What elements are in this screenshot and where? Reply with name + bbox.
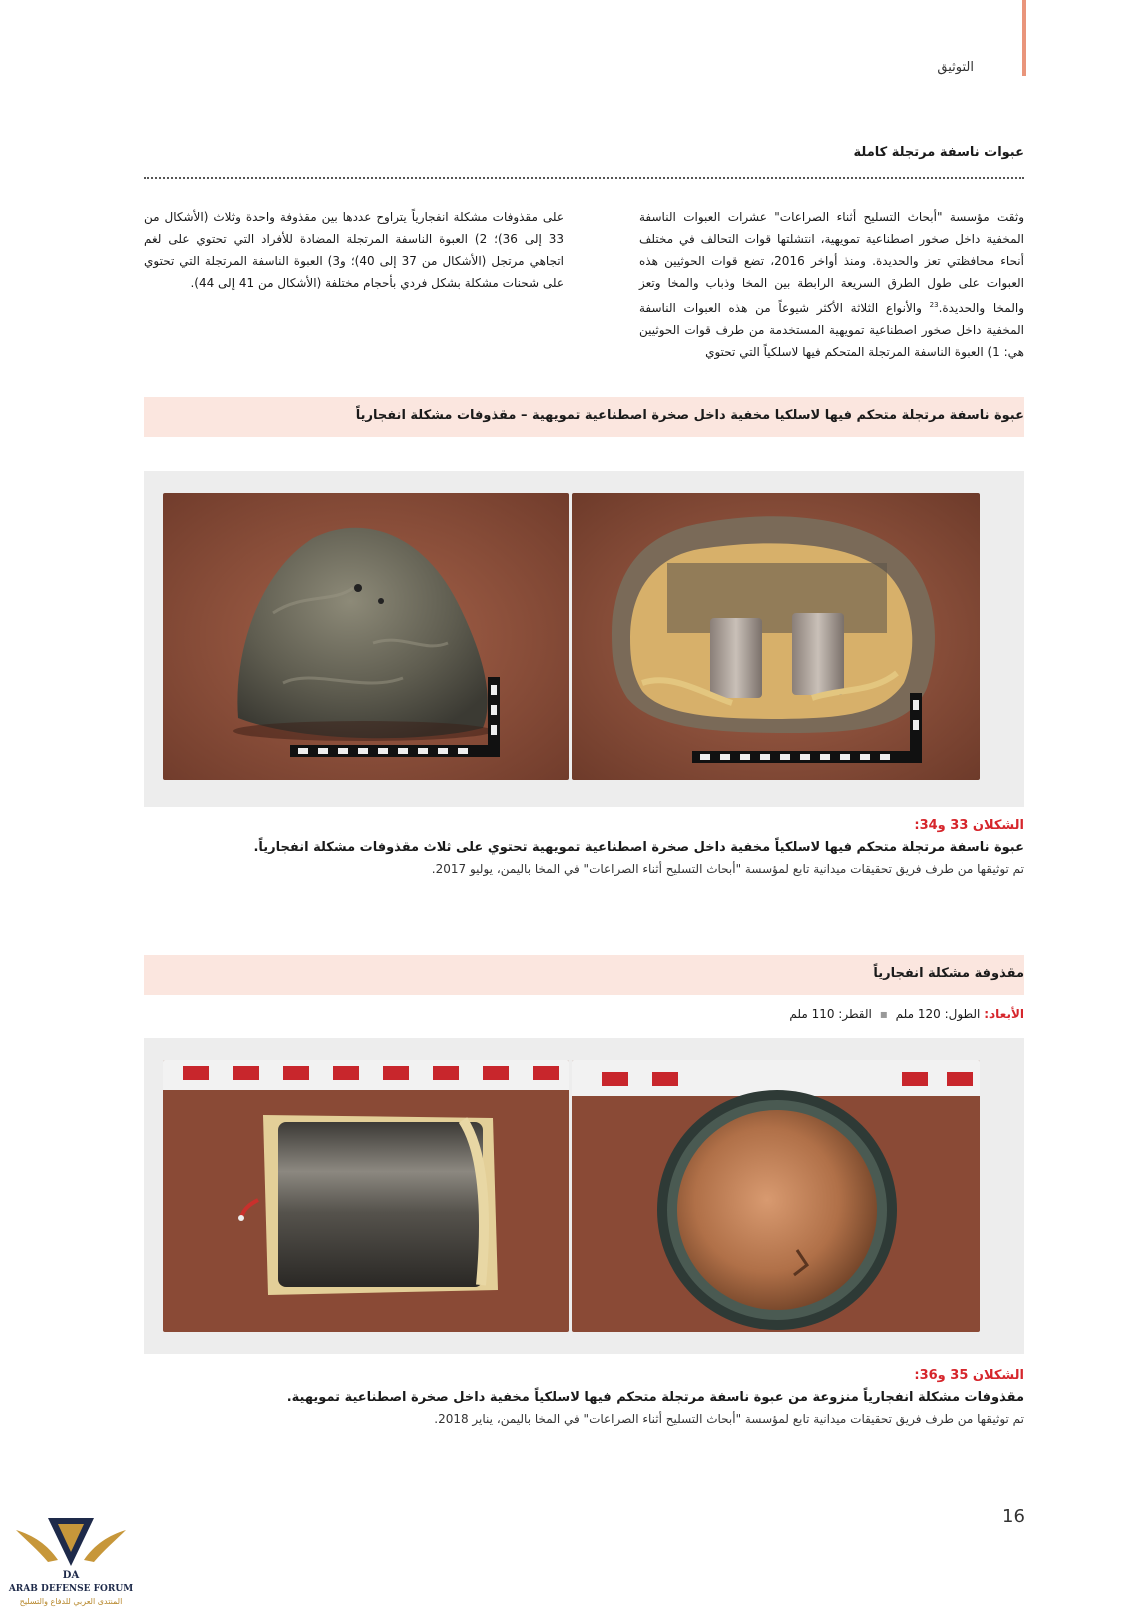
subsection-band-2	[144, 955, 1024, 995]
dimensions-length: الطول: 120 ملم	[895, 1007, 981, 1021]
projectile-side-image	[163, 1060, 569, 1332]
dimensions-separator: ▪	[879, 1007, 888, 1021]
footnote-ref[interactable]: 23	[929, 301, 939, 309]
logo-text-en: ARAB DEFENSE FORUM	[8, 1584, 134, 1594]
body-text: وثقت مؤسسة "أبحاث التسليح أثناء الصراعات" عشرات العبوات الناسفة المخفية داخل صخور اصطناعية تمويهية، انتشلتها قوات التحالف في مختلف أنحاء محافظتي تعز والحديدة. ومنذ أواخر 2016، تضع قوات الحوثيين هذه العبوات على طول الطرق السريعة الرابطة بين المخا وذباب والمخا وتعز والمخا والحديدة.	[639, 210, 1024, 315]
dimensions-line	[789, 1007, 1024, 1021]
dotted-divider	[144, 177, 1024, 179]
photo-cutaway-rock	[572, 493, 980, 780]
dimensions-diameter: القطر: 110 ملم	[789, 1007, 872, 1021]
arab-defense-forum-logo[interactable]	[8, 1510, 134, 1610]
logo-letters: DA	[62, 1570, 80, 1581]
figure-label-2: الشكلان 35 و36:	[914, 1368, 1024, 1383]
subsection-title-2: مقذوفة مشكلة انفجارياً	[873, 966, 1024, 981]
photo-panel-2	[144, 1038, 1024, 1354]
photo-panel-1	[144, 471, 1024, 807]
photo-projectile-face	[572, 1060, 980, 1332]
projectile-face-image	[572, 1060, 980, 1332]
header-accent-bar	[1022, 0, 1026, 76]
projectile-cylinder	[710, 618, 762, 698]
logo-text-ar: المنتدى العربي للدفاع والتسليح	[19, 1597, 123, 1606]
section-tag: التوثيق	[937, 60, 974, 75]
logo-emblem-icon	[8, 1510, 134, 1582]
figure-title-1: عبوة ناسفة مرتجلة متحكم فيها لاسلكياً مخفية داخل صخرة اصطناعية تمويهية تحتوي على ثلاث مقذوفات مشكلة انفجارياً.	[253, 840, 1024, 855]
cutaway-image	[572, 493, 980, 780]
photo-intact-rock	[163, 493, 569, 780]
body-text-cont: والأنواع الثلاثة الأكثر شيوعاً من هذه العبوات الناسفة المخفية داخل صخور اصطناعية تمويهية المستخدمة من طرف قوات الحوثيين هي: 1) العبوة الناسفة المرتجلة المتحكم فيها لاسلكياً التي تحتوي	[639, 301, 1024, 359]
section-title: عبوات ناسفة مرتجلة كاملة	[853, 145, 1024, 160]
figure-label-1: الشكلان 33 و34:	[914, 818, 1024, 833]
photo-projectile-side	[163, 1060, 569, 1332]
figure-credit-2: تم توثيقها من طرف فريق تحقيقات ميدانية تابع لمؤسسة "أبحاث التسليح أثناء الصراعات" في المخا باليمن، يناير 2018.	[434, 1412, 1024, 1426]
scale-ruler	[163, 1060, 569, 1090]
body-column-right	[639, 206, 1024, 363]
figure-title-2: مقذوفات مشكلة انفجارياً منزوعة من عبوة ناسفة مرتجلة متحكم فيها لاسلكياً مخفية داخل صخرة اصطناعية تمويهية.	[286, 1390, 1024, 1405]
subsection-band-1	[144, 397, 1024, 437]
page-number: 16	[1002, 1506, 1025, 1527]
rock-image	[163, 493, 569, 780]
subsection-title-1: عبوة ناسفة مرتجلة متحكم فيها لاسلكيا مخفية داخل صخرة اصطناعية تمويهية – مقذوفات مشكلة انفجارياً	[355, 408, 1024, 423]
figure-credit-1: تم توثيقها من طرف فريق تحقيقات ميدانية تابع لمؤسسة "أبحاث التسليح أثناء الصراعات" في المخا باليمن، يوليو 2017.	[431, 862, 1024, 876]
projectile-cylinder	[792, 613, 844, 695]
copper-liner	[677, 1110, 877, 1310]
body-column-left: على مقذوفات مشكلة انفجارياً يتراوح عددها بين مقذوفة واحدة وثلاث (الأشكال من 33 إلى 36)؛ 2) العبوة الناسفة المرتجلة المضادة للأفراد التي تحتوي على لغم اتجاهي مرتجل (الأشكال من 37 إلى 40)؛ و3) العبوة الناسفة المرتجلة التي تحتوي على شحنات مشكلة بشكل فردي بأحجام مختلفة (الأشكال من 41 إلى 44).	[144, 210, 564, 290]
dimensions-label: الأبعاد:	[984, 1007, 1024, 1021]
